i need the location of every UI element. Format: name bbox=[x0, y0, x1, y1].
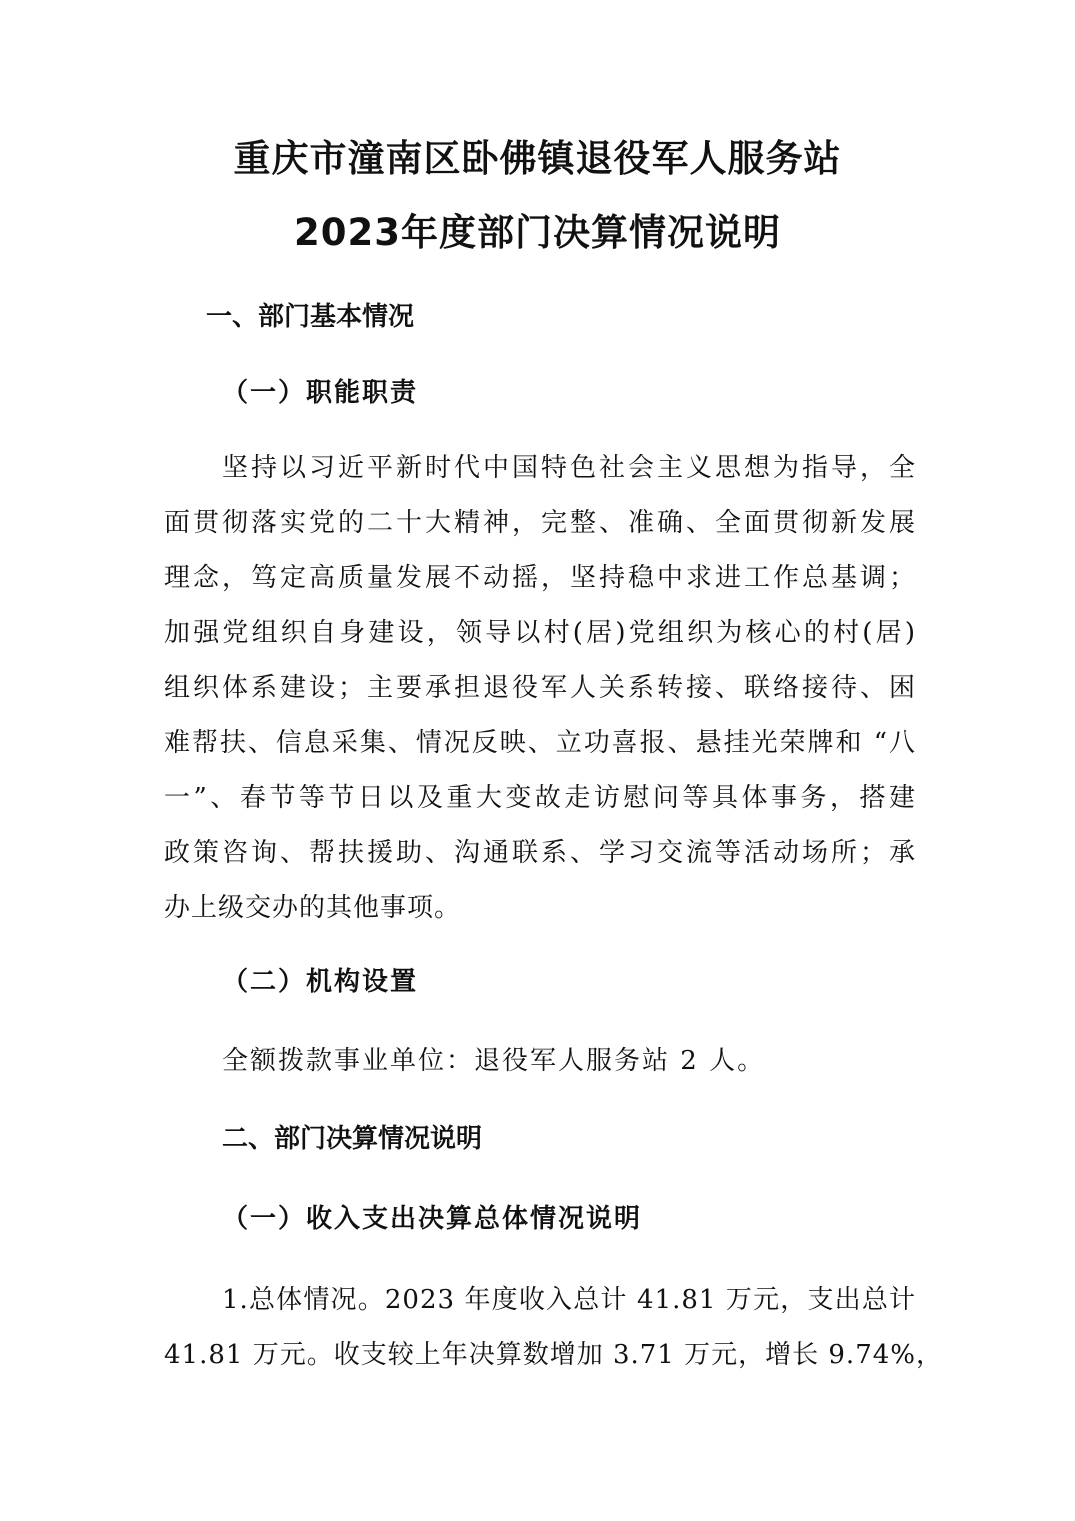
section2-sub1-heading: （一）收入支出决算总体情况说明 bbox=[222, 1204, 643, 1234]
paragraph-line: 1.总体情况。2023 年度收入总计 41.81 万元，支出总计 bbox=[222, 1285, 916, 1315]
duties-paragraph bbox=[164, 441, 916, 936]
section2-heading: 二、部门决算情况说明 bbox=[222, 1124, 483, 1154]
paragraph-line: 办上级交办的其他事项。 bbox=[164, 893, 462, 923]
org-setup-text: 全额拨款事业单位：退役军人服务站 2 人。 bbox=[222, 1046, 766, 1076]
paragraph-line: 组织体系建设；主要承担退役军人关系转接、联络接待、困 bbox=[164, 673, 916, 703]
paragraph-line: 41.81 万元。收支较上年决算数增加 3.71 万元，增长 9.74%， bbox=[164, 1340, 943, 1370]
section1-sub2-heading: （二）机构设置 bbox=[222, 967, 419, 997]
overall-paragraph bbox=[164, 1273, 943, 1383]
paragraph-line: 难帮扶、信息采集、情况反映、立功喜报、悬挂光荣牌和 “八 bbox=[164, 728, 916, 758]
paragraph-line: 加强党组织自身建设，领导以村(居)党组织为核心的村(居) bbox=[164, 618, 916, 648]
paragraph-line: 一”、春节等节日以及重大变故走访慰问等具体事务，搭建 bbox=[164, 783, 916, 813]
paragraph-line: 理念，笃定高质量发展不动摇，坚持稳中求进工作总基调； bbox=[164, 563, 916, 593]
paragraph-line: 政策咨询、帮扶援助、沟通联系、学习交流等活动场所；承 bbox=[164, 838, 916, 868]
document-title-line1: 重庆市潼南区卧佛镇退役军人服务站 bbox=[233, 137, 842, 180]
section1-heading: 一、部门基本情况 bbox=[206, 302, 415, 332]
paragraph-line: 坚持以习近平新时代中国特色社会主义思想为指导，全 bbox=[222, 453, 916, 483]
paragraph-line: 面贯彻落实党的二十大精神，完整、准确、全面贯彻新发展 bbox=[164, 508, 916, 538]
section1-sub1-heading: （一）职能职责 bbox=[222, 378, 419, 408]
document-title-line2: 2023年度部门决算情况说明 bbox=[294, 211, 781, 254]
